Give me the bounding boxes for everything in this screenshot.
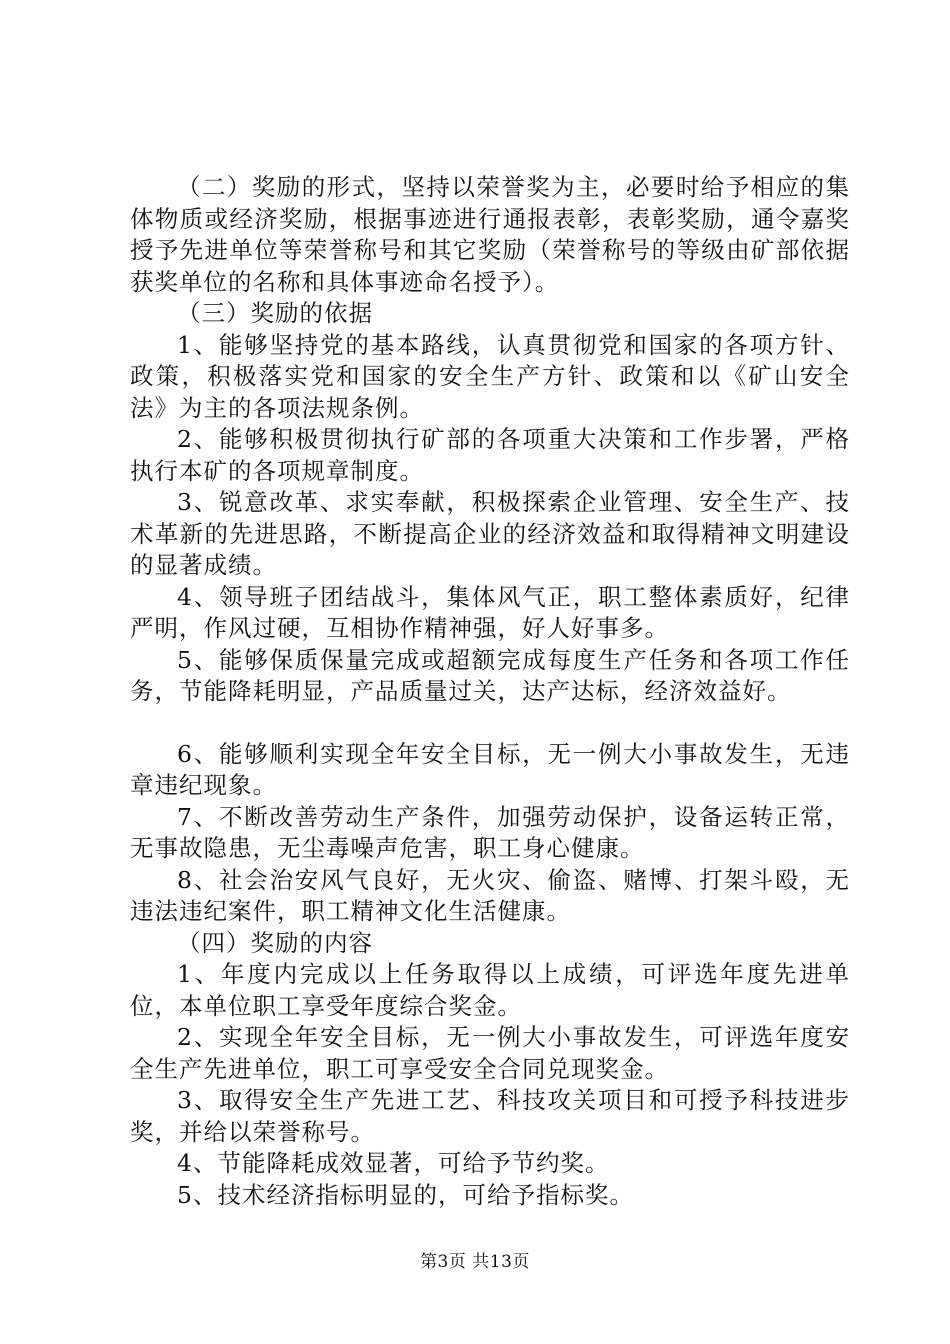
paragraph-content-4: 4、节能降耗成效显著，可给予节约奖。 [177, 1149, 610, 1177]
paragraph-content-5: 5、技术经济指标明显的，可给予指标奖。 [177, 1180, 634, 1209]
paragraph-award-form: （二）奖励的形式，坚持以荣誉奖为主，必要时给予相应的集体物质或经济奖励，根据事迹进行通报表彰，表彰奖励，通令嘉奖授予先进单位等荣誉称号和其它奖励（荣誉称号的等级由矿部依据获奖单位的名称和具体事迹命名授予）。 [130, 173, 850, 296]
paragraph-basis-5: 5、能够保质保量完成或超额完成每度生产任务和各项工作任务，节能降耗明显，产品质量过关，达产达标，经济效益好。 [130, 645, 850, 705]
paragraph-basis-6: 6、能够顺利实现全年安全目标，无一例大小事故发生，无违章违纪现象。 [130, 739, 850, 799]
paragraph-basis-8: 8、社会治安风气良好，无火灾、偷盗、赌博、打架斗殴，无违法违纪案件，职工精神文化生活健康。 [130, 865, 850, 925]
paragraph-content-1: 1、年度内完成以上任务取得以上成绩，可评选年度先进单位，本单位职工享受年度综合奖金。 [130, 960, 850, 1020]
paragraph-basis-3: 3、锐意改革、求实奉献，积极探索企业管理、安全生产、技术革新的先进思路，不断提高企业的经济效益和取得精神文明建设的显著成绩。 [130, 488, 850, 579]
paragraph-basis-1: 1、能够坚持党的基本路线，认真贯彻党和国家的各项方针、政策，积极落实党和国家的安全生产方针、政策和以《矿山安全法》为主的各项法规条例。 [130, 330, 850, 422]
page-number-footer: 第3页 共13页 [420, 1252, 530, 1272]
paragraph-basis-4: 4、领导班子团结战斗，集体风气正，职工整体素质好，纪律严明，作风过硬，互相协作精神强，好人好事多。 [130, 582, 850, 642]
paragraph-content-3: 3、取得安全生产先进工艺、科技攻关项目和可授予科技进步奖，并给以荣誉称号。 [130, 1086, 850, 1146]
heading-award-basis: （三）奖励的依据 [177, 299, 373, 327]
paragraph-basis-2: 2、能够积极贯彻执行矿部的各项重大决策和工作步署，严格执行本矿的各项规章制度。 [130, 425, 850, 485]
heading-award-content: （四）奖励的内容 [177, 928, 373, 957]
paragraph-content-2: 2、实现全年安全目标，无一例大小事故发生，可评选年度安全生产先进单位，职工可享受安全合同兑现奖金。 [130, 1023, 850, 1083]
document-body [130, 172, 850, 1211]
paragraph-basis-7: 7、不断改善劳动生产条件，加强劳动保护，设备运转正常，无事故隐患，无尘毒噪声危害，职工身心健康。 [130, 802, 850, 862]
